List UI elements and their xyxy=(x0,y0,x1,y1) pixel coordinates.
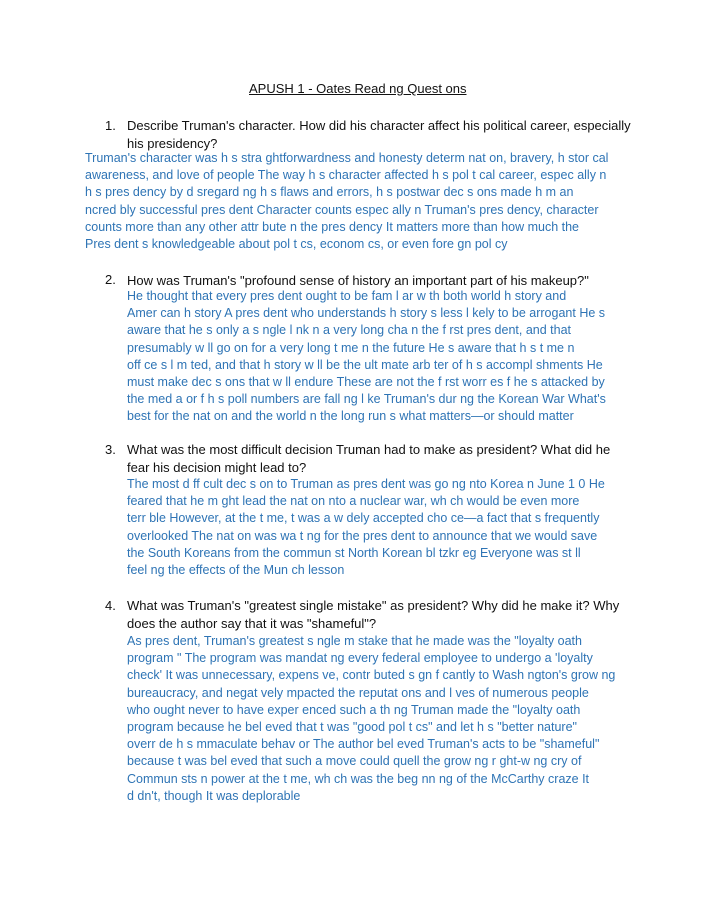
answer-line: aware that he s only a s ngle l nk n a very long cha n the f rst pres dent, and that xyxy=(127,323,572,338)
question-number: 1. xyxy=(105,118,116,133)
answer-line: best for the nat on and the world n the long run s what matters—or should matter xyxy=(127,409,574,424)
answer-line: because t was bel eved that such a move could quell the grow ng r ght-w ng cry of xyxy=(127,754,582,769)
answer-line: Amer can h story A pres dent who understands h story s less l kely to be arrogant He s xyxy=(127,306,606,321)
question-text xyxy=(127,117,631,153)
answer-line: The most d ff cult dec s on to Truman as pres dent was go ng nto Korea n June 1 0 He xyxy=(127,477,605,491)
answer-line: overlooked The nat on was wa t ng for the pres dent to announce that we would save xyxy=(127,528,598,543)
question-number: 3. xyxy=(105,442,116,457)
answer-text xyxy=(127,633,615,805)
question-line: What was the most difficult decision Truman had to make as president? What did he xyxy=(127,442,611,457)
answer-line: d dn't, though It was deplorable xyxy=(127,788,301,803)
answer-line: terr ble However, at the t me, t was a w dely accepted cho ce—a fact that s frequently xyxy=(127,511,600,526)
document-title: APUSH 1 - Oates Read ng Quest ons xyxy=(249,81,467,96)
question-line: does the author say that it was "shameful"? xyxy=(127,616,377,631)
answer-line: bureaucracy, and negat vely mpacted the reputat ons and l ves of numerous people xyxy=(127,685,589,700)
answer-line: Commun sts n power at the t me, wh ch was the beg nn ng of the McCarthy craze It xyxy=(127,771,590,786)
question-number: 4. xyxy=(105,598,116,613)
answer-line: As pres dent, Truman's greatest s ngle m stake that he made was the "loyalty oath xyxy=(127,634,582,648)
question-text xyxy=(127,597,619,633)
answer-line: must make dec s ons that w ll endure These are not the f rst worr es f he s attacked by xyxy=(127,375,605,390)
answer-line: check' It was unnecessary, expens ve, contr buted s gn f cantly to Wash ngton's grow ng xyxy=(127,668,616,683)
answer-text xyxy=(127,476,605,579)
question-line: What was Truman's "greatest single mistake" as president? Why did he make it? Why xyxy=(127,598,620,613)
answer-line: Pres dent s knowledgeable about pol t cs, econom cs, or even fore gn pol cy xyxy=(85,237,508,252)
answer-text xyxy=(85,150,608,253)
answer-line: overr de h s mmaculate behav or The author bel eved Truman's acts to be "shameful" xyxy=(127,737,600,752)
answer-line: counts more than any other attr bute n the pres dency It matters more than how much the xyxy=(85,219,580,234)
answer-line: program " The program was mandat ng every federal employee to undergo a 'loyalty xyxy=(127,651,593,666)
answer-line: h s pres dency by d sregard ng h s flaws and errors, h s postwar dec s ons made h m an xyxy=(85,185,574,200)
answer-line: off ce s l m ted, and that h story w ll be the ult mate arb ter of h s accompl shments He xyxy=(127,357,603,372)
answer-line: program because he bel eved that t was "good pol t cs" and let h s "better nature" xyxy=(127,720,577,735)
question-line: fear his decision might lead to? xyxy=(127,460,307,475)
answer-line: the med a or f h s poll numbers are fall ng l ke Truman's dur ng the Korean War What's xyxy=(127,392,606,407)
answer-line: the South Koreans from the commun st North Korean bl tzkr eg Everyone was st ll xyxy=(127,545,581,560)
question-line: Describe Truman's character. How did his character affect his political career, especially xyxy=(127,118,631,133)
question-line: How was Truman's "profound sense of history an important part of his makeup?" xyxy=(127,273,589,288)
question-text xyxy=(127,441,610,477)
answer-line: awareness, and love of people The way h s character affected h s pol t cal career, espec ally n xyxy=(85,168,607,183)
answer-line: who ought never to have exper enced such a th ng Truman made the "loyalty oath xyxy=(127,702,581,717)
question-line: his presidency? xyxy=(127,136,218,151)
answer-line: Truman's character was h s stra ghtforwardness and honesty determ nat on, bravery, h stor cal xyxy=(85,151,609,165)
answer-line: feel ng the effects of the Mun ch lesson xyxy=(127,563,345,578)
answer-line: feared that he m ght lead the nat on nto a nuclear war, wh ch would be even more xyxy=(127,494,580,509)
answer-text xyxy=(127,288,606,426)
answer-line: He thought that every pres dent ought to be fam l ar w th both world h story and xyxy=(127,289,567,303)
question-number: 2. xyxy=(105,272,116,287)
answer-line: presumably w ll go on for a very long t me n the future He s aware that h s t me n xyxy=(127,340,575,355)
answer-line: ncred bly successful pres dent Character counts espec ally n Truman's pres dency, character xyxy=(85,202,599,217)
